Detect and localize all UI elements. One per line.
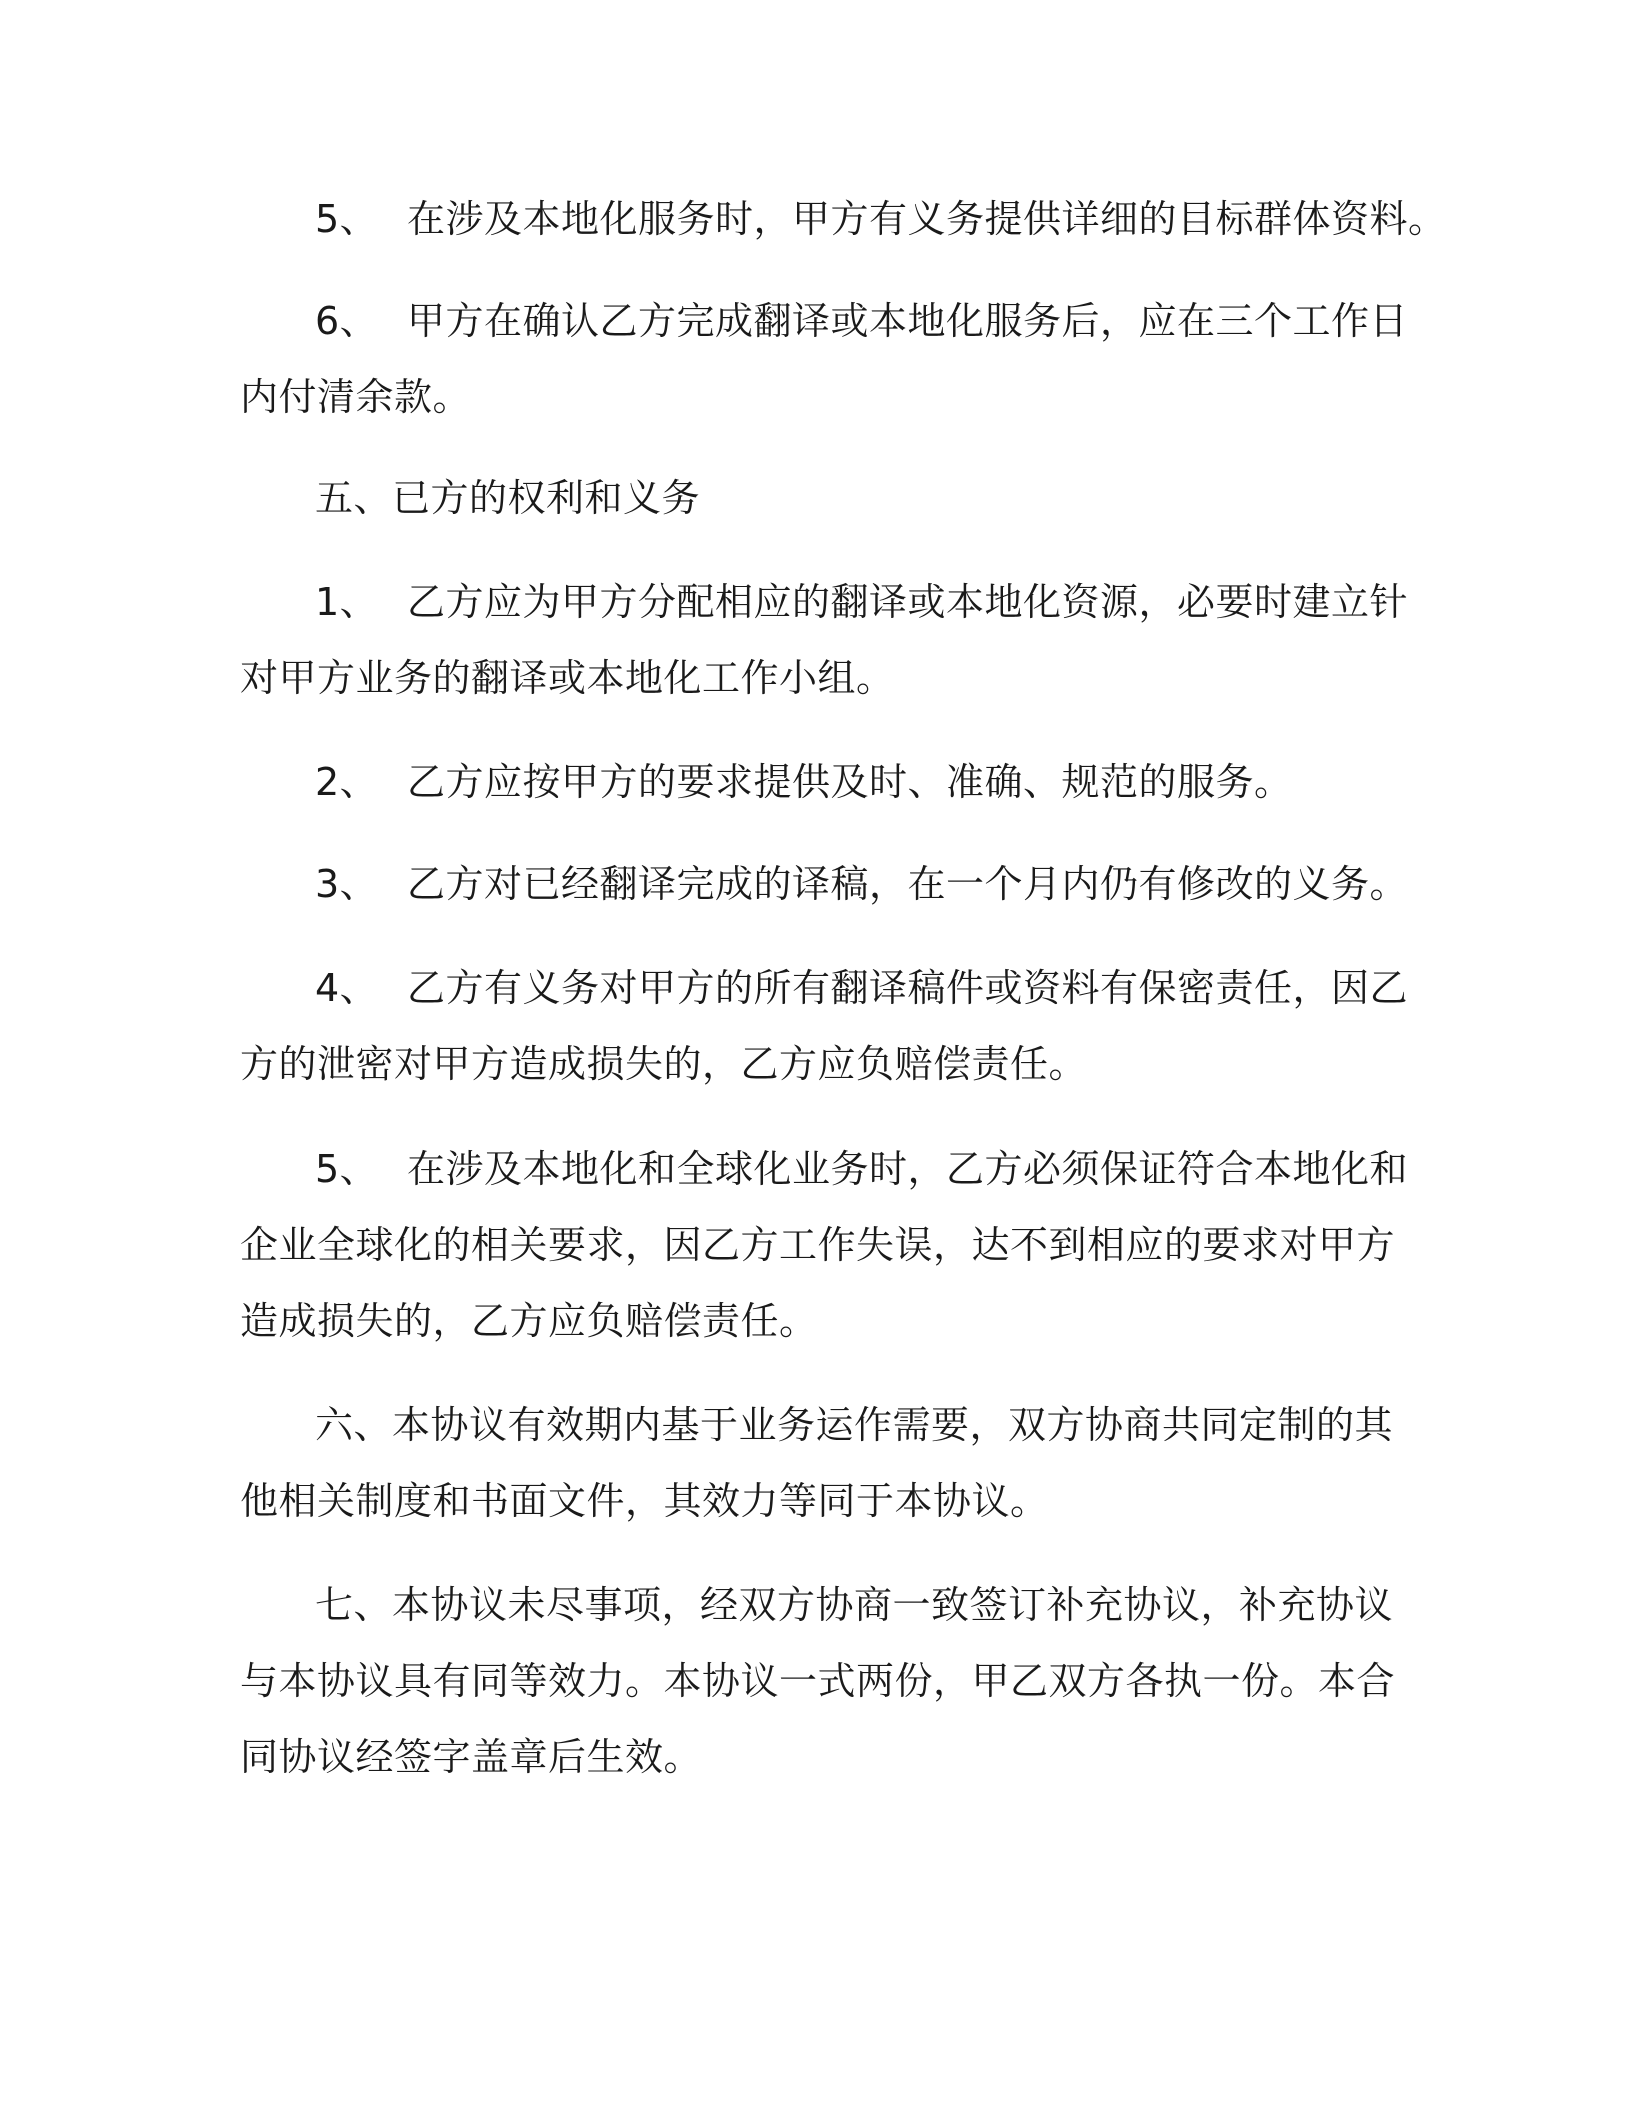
section-five-item-4 xyxy=(240,950,1409,1102)
item-text: 内付清余款。 xyxy=(240,375,472,419)
item-5-paragraph xyxy=(240,181,1447,257)
item-number: 1、 xyxy=(315,580,379,624)
item-text: 乙方应按甲方的要求提供及时、准确、规范的服务。 xyxy=(407,760,1293,804)
section-six-paragraph xyxy=(240,1387,1394,1539)
section-five-item-5 xyxy=(240,1131,1409,1359)
item-6-paragraph xyxy=(240,283,1409,435)
section-five-item-3 xyxy=(240,846,1409,922)
section-seven-text: 与本协议具有同等效力。本协议一式两份，甲乙双方各执一份。本合 xyxy=(240,1659,1396,1703)
section-seven-text: 同协议经签字盖章后生效。 xyxy=(240,1735,703,1779)
item-text: 乙方有义务对甲方的所有翻译稿件或资料有保密责任，因乙 xyxy=(407,966,1409,1010)
item-text: 甲方在确认乙方完成翻译或本地化服务后，应在三个工作日 xyxy=(407,299,1409,343)
item-text: 乙方对已经翻译完成的译稿，在一个月内仍有修改的义务。 xyxy=(407,862,1409,906)
item-text: 在涉及本地化和全球化业务时，乙方必须保证符合本地化和 xyxy=(407,1147,1409,1191)
item-number: 3、 xyxy=(315,862,379,906)
item-text: 造成损失的，乙方应负赔偿责任。 xyxy=(240,1299,818,1343)
item-number: 5、 xyxy=(315,1147,379,1191)
item-number: 2、 xyxy=(315,760,379,804)
section-five-item-1 xyxy=(240,564,1409,716)
item-number: 4、 xyxy=(315,966,379,1010)
section-seven-paragraph xyxy=(240,1567,1396,1795)
item-text: 乙方应为甲方分配相应的翻译或本地化资源，必要时建立针 xyxy=(407,580,1409,624)
item-text: 对甲方业务的翻译或本地化工作小组。 xyxy=(240,656,895,700)
section-six-text: 他相关制度和书面文件，其效力等同于本协议。 xyxy=(240,1479,1049,1523)
section-heading: 五、已方的权利和义务 xyxy=(315,476,701,520)
item-number: 5、 xyxy=(315,197,379,241)
section-six-text: 六、本协议有效期内基于业务运作需要，双方协商共同定制的其 xyxy=(315,1403,1394,1447)
section-five-item-2 xyxy=(240,744,1370,820)
section-seven-text: 七、本协议未尽事项，经双方协商一致签订补充协议，补充协议 xyxy=(315,1583,1394,1627)
item-text: 方的泄密对甲方造成损失的，乙方应负赔偿责任。 xyxy=(240,1042,1088,1086)
item-text: 企业全球化的相关要求，因乙方工作失误，达不到相应的要求对甲方 xyxy=(240,1223,1396,1267)
item-number: 6、 xyxy=(315,299,379,343)
item-text: 在涉及本地化服务时，甲方有义务提供详细的目标群体资料。 xyxy=(407,197,1447,241)
